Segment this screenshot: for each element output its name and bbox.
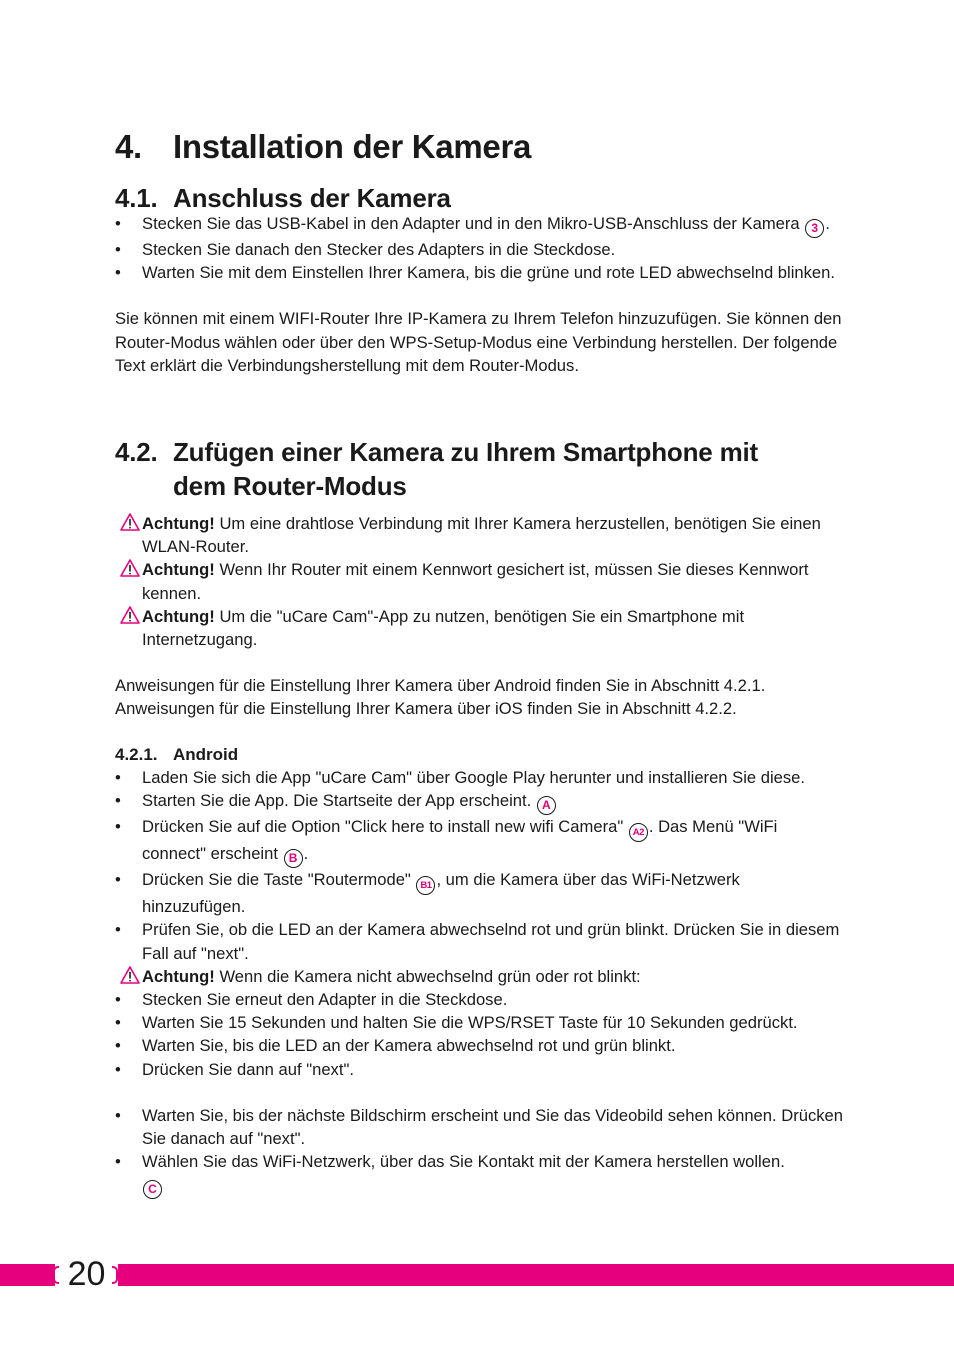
warning-text: Um die "uCare Cam"-App zu nutzen, benötigen Sie ein Smartphone mit Internetzugang. — [142, 606, 745, 650]
paragraph: Anweisungen für die Einstellung Ihrer Kamera über Android finden Sie in Abschnitt 4.2.1. — [115, 676, 766, 696]
section-number: 4.2.1. — [115, 745, 158, 764]
punctuation: . — [303, 844, 309, 864]
section-title-line2: dem Router-Modus — [173, 471, 407, 501]
list-item: • Stecken Sie erneut den Adapter in die Steckdose. — [115, 988, 845, 1011]
list-item-text: , um die Kamera über das WiFi-Netzwerk hinzuzufügen. — [142, 870, 740, 917]
list-item-text: Stecken Sie das USB-Kabel in den Adapter und in den Mikro-USB-Anschluss der Kamera — [142, 214, 800, 233]
list-item: • Stecken Sie danach den Stecker des Adapters in die Steckdose. — [115, 238, 845, 261]
warning-note — [115, 965, 845, 988]
list-item: • Warten Sie 15 Sekunden und halten Sie die WPS/RSET Taste für 10 Sekunden gedrückt. — [115, 1011, 845, 1034]
list-item-text: Drücken Sie die Taste "Routermode" — [142, 870, 411, 890]
callout-marker: C — [143, 1180, 162, 1199]
section-4-2-1-heading — [115, 743, 238, 766]
section-number: 4.1. — [115, 183, 158, 213]
section-number: 4. — [115, 128, 142, 165]
callout-marker: 3 — [805, 219, 824, 238]
list-item-text: Starten Sie die App. Die Startseite der App erscheint. — [142, 791, 532, 811]
page-number: 20 — [67, 1255, 106, 1293]
warning-label: Achtung! — [142, 560, 215, 580]
punctuation: . — [825, 214, 830, 233]
list-item: • Warten Sie, bis die LED an der Kamera abwechselnd rot und grün blinkt. — [115, 1034, 845, 1057]
section-4-1-body — [115, 212, 845, 377]
section-title-line1: Zufügen einer Kamera zu Ihrem Smartphone mit — [173, 437, 758, 467]
section-title: Anschluss der Kamera — [173, 183, 451, 213]
list-item: • Prüfen Sie, ob die LED an der Kamera abwechselnd rot und grün blinkt. Drücken Sie in diesem Fall auf "next". — [115, 918, 845, 964]
section-number: 4.2. — [115, 437, 158, 467]
warning-icon — [120, 606, 140, 630]
section-4-1-heading — [115, 181, 451, 215]
list-item — [115, 868, 845, 918]
list-item — [115, 212, 845, 238]
warning-note — [115, 605, 845, 651]
footer-bar-left — [0, 1264, 55, 1286]
list-item: • Warten Sie, bis der nächste Bildschirm erscheint und Sie das Videobild sehen können. Drücken Sie danach auf "next". — [115, 1104, 845, 1150]
paragraph: Anweisungen für die Einstellung Ihrer Kamera über iOS finden Sie in Abschnitt 4.2.2. — [115, 699, 737, 719]
paragraph: Sie können mit einem WIFI-Router Ihre IP-Kamera zu Ihrem Telefon hinzuzufügen. Sie können den Router-Modus wählen oder über den WPS-Setup-Modus eine Verbindung herstellen. Der folgende Text erklärt die Verbindungsherstellung mit dem Router-Modus. — [115, 309, 842, 375]
callout-marker: B — [284, 849, 303, 868]
warning-text: Um eine drahtlose Verbindung mit Ihrer Kamera herzustellen, benötigen Sie einen WLAN-Router. — [142, 514, 821, 557]
warning-icon — [120, 559, 140, 583]
callout-marker: A2 — [629, 823, 648, 842]
warning-label: Achtung! — [142, 514, 215, 533]
page-title — [115, 128, 531, 166]
section-4-2-body — [115, 512, 845, 721]
list-item — [115, 789, 845, 815]
list-item — [115, 1150, 845, 1199]
section-4-2-heading — [115, 435, 758, 503]
warning-label: Achtung! — [142, 606, 215, 626]
section-title: Android — [173, 745, 239, 764]
list-item-text: Wählen Sie das WiFi-Netzwerk, über das Sie Kontakt mit der Kamera herstellen wollen. — [142, 1152, 785, 1172]
warning-icon — [120, 966, 140, 990]
warning-text: Wenn Ihr Router mit einem Kennwort gesichert ist, müssen Sie dieses Kennwort kennen. — [142, 560, 809, 603]
footer-bar-right — [118, 1264, 954, 1286]
list-item: • Warten Sie mit dem Einstellen Ihrer Kamera, bis die grüne und rote LED abwechselnd blinken. — [115, 261, 845, 284]
section-title: Installation der Kamera — [173, 128, 532, 165]
list-item — [115, 815, 845, 868]
warning-text: Wenn die Kamera nicht abwechselnd grün oder rot blinkt: — [219, 966, 641, 986]
warning-label: Achtung! — [142, 966, 215, 986]
list-item-text: . Das Menü "WiFi connect" erscheint — [142, 817, 778, 864]
warning-icon — [120, 513, 140, 537]
warning-note — [115, 558, 845, 604]
list-item: • Laden Sie sich die App "uCare Cam" über Google Play herunter und installieren Sie diese. — [115, 766, 845, 789]
callout-marker: B1 — [416, 876, 435, 895]
list-item-text: Drücken Sie auf die Option "Click here to install new wifi Camera" — [142, 817, 624, 837]
callout-marker: A — [537, 796, 556, 815]
section-4-2-1-body — [115, 766, 845, 1199]
warning-note — [115, 512, 845, 558]
list-item: • Drücken Sie dann auf "next". — [115, 1058, 845, 1081]
